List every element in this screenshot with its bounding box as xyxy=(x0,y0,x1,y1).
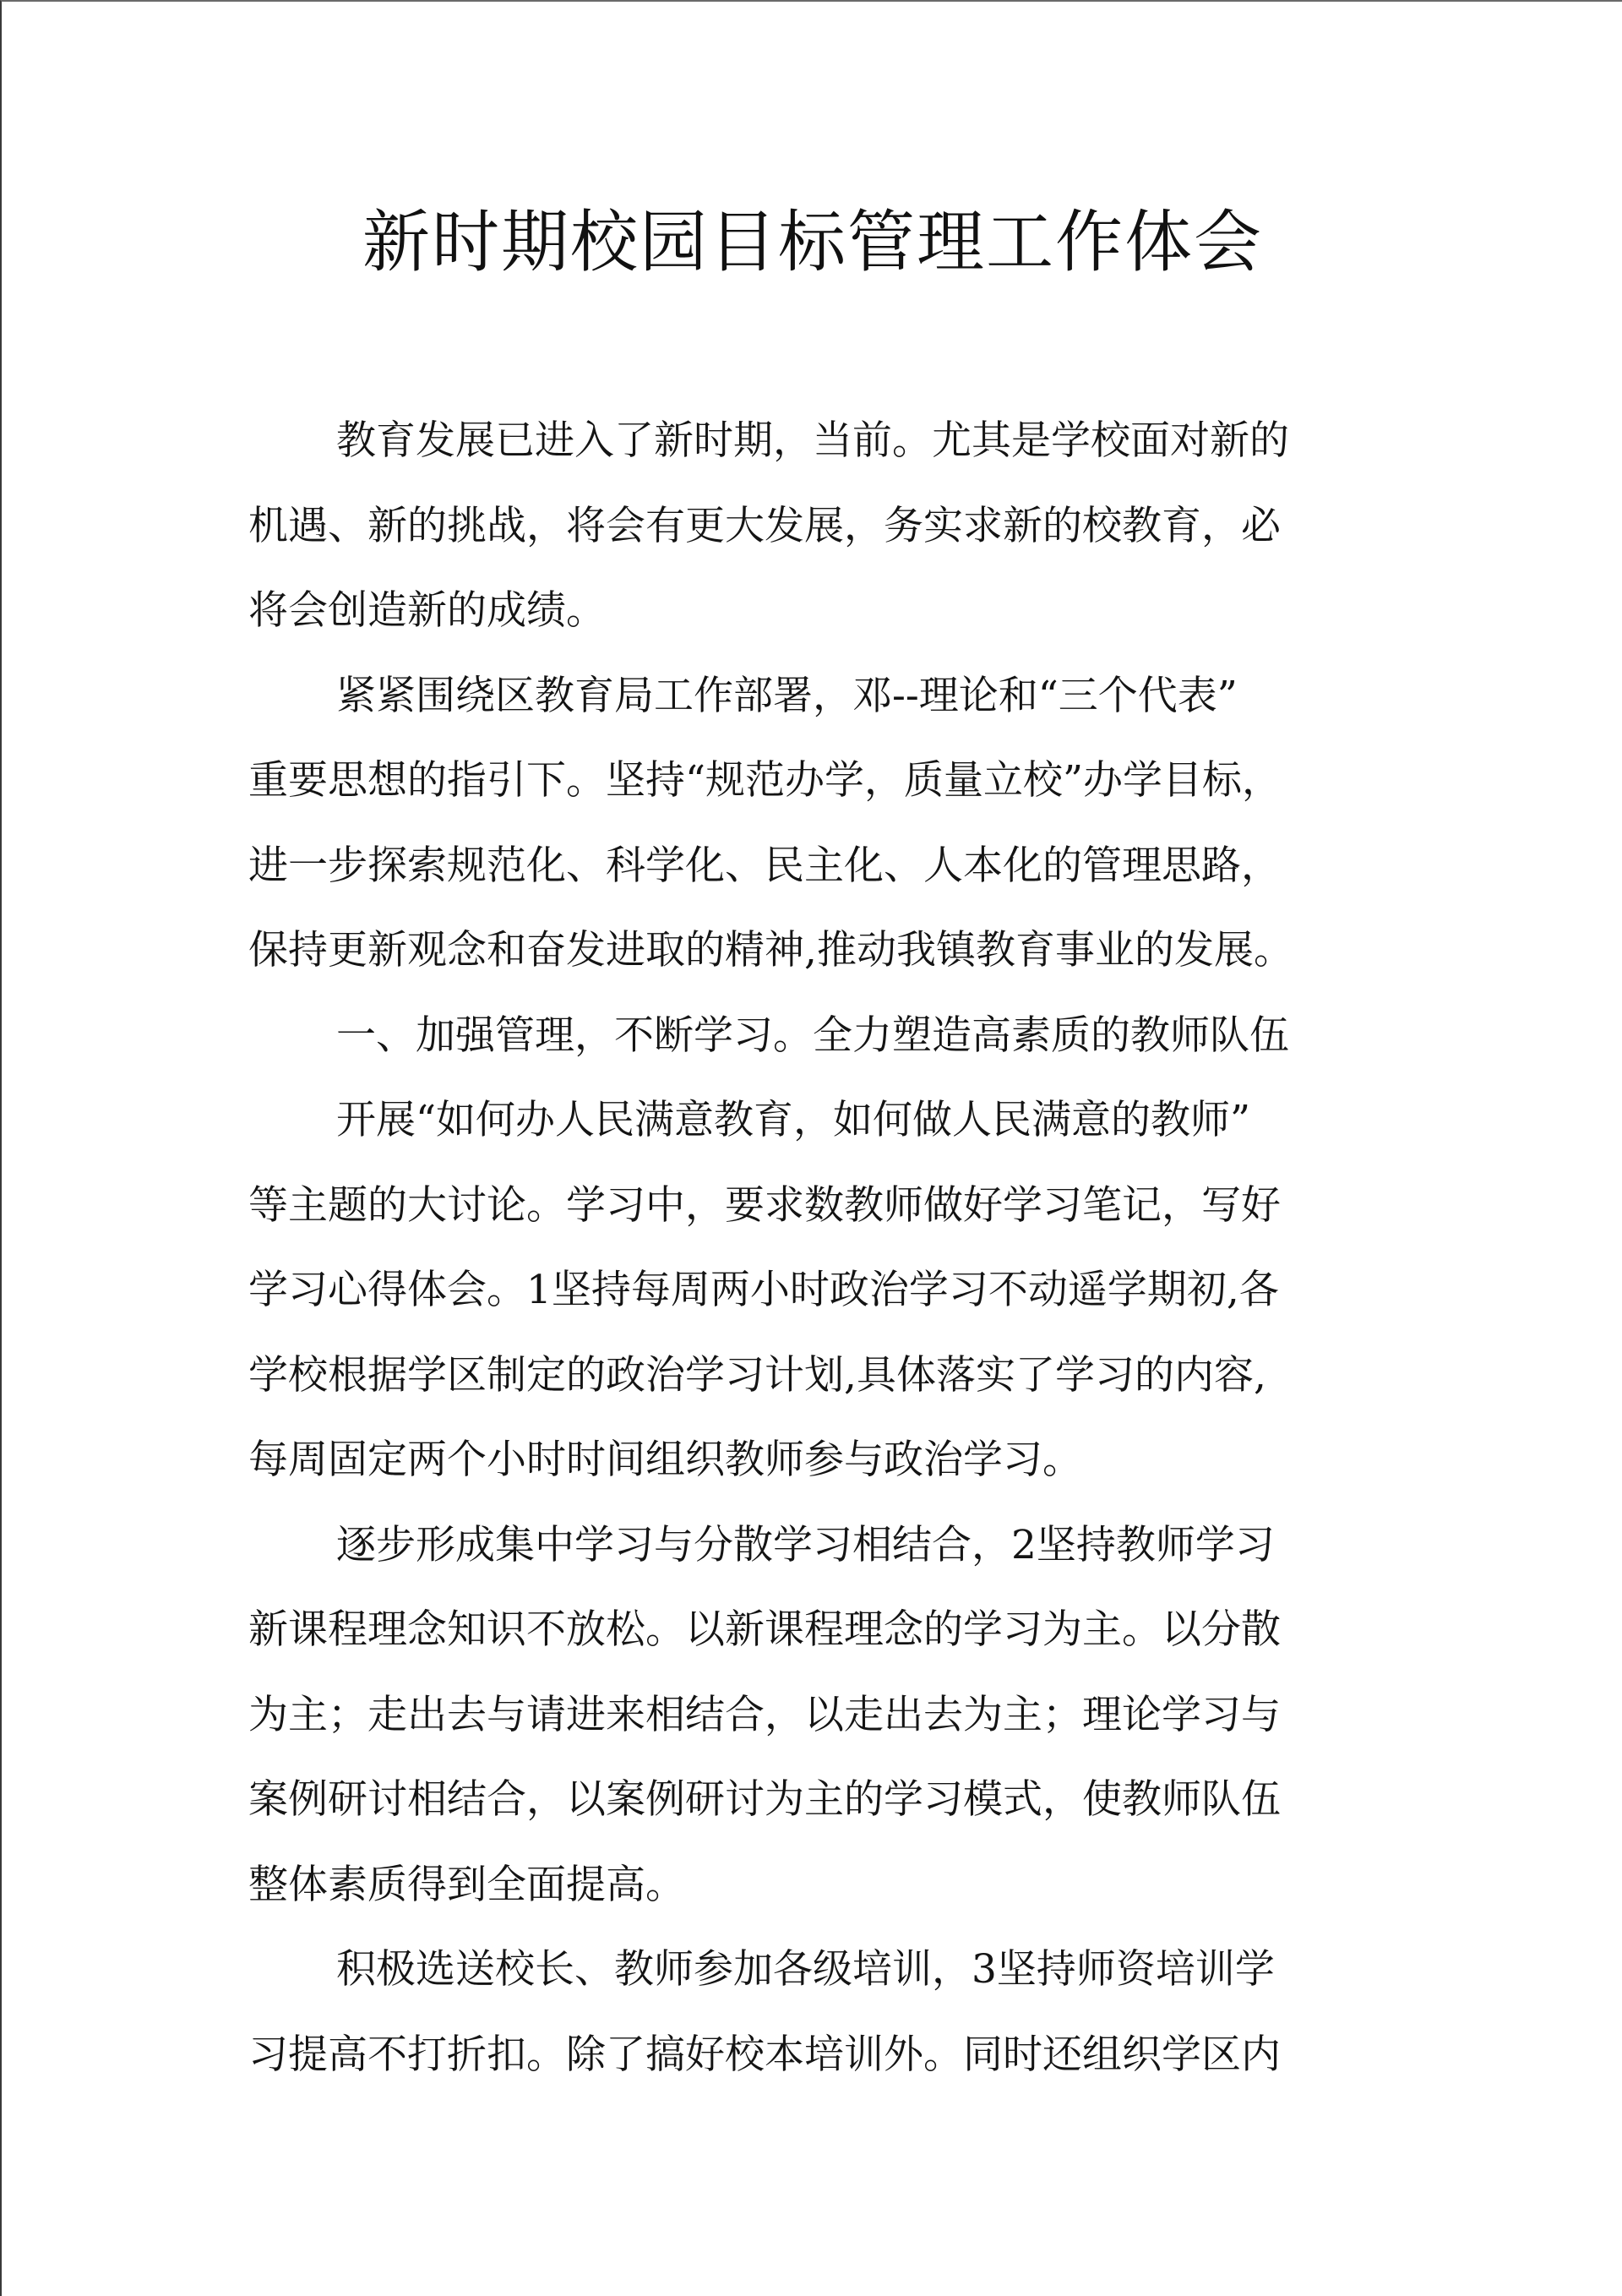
document-title: 新时期校园目标管理工作体会 xyxy=(362,203,1263,281)
body-text-line: 学校根据学区制定的政治学习计划,具体落实了学习的内容, xyxy=(248,1351,1266,1399)
body-text-line: 紧紧围绕区教育局工作部署，邓--理论和“三个代表” xyxy=(336,672,1238,719)
body-text-line: 新课程理念知识不放松。以新课程理念的学习为主。以分散 xyxy=(248,1606,1281,1653)
body-text-line: 一、加强管理，不断学习。全力塑造高素质的教师队伍 xyxy=(336,1012,1289,1059)
document-body xyxy=(248,399,1379,2097)
body-text-line: 积极选送校长、教师参加各级培训，3坚持师资培训学 xyxy=(336,1946,1275,1993)
body-text-line: 教育发展已进入了新时期，当前。尤其是学校面对新的 xyxy=(336,417,1289,464)
body-text-line: 开展“如何办人民满意教育，如何做人民满意的教师” xyxy=(336,1097,1251,1143)
body-text-line: 为主；走出去与请进来相结合，以走出去为主；理论学习与 xyxy=(248,1691,1281,1738)
body-text-line: 将会创造新的成绩。 xyxy=(248,587,606,634)
body-text-line: 学习心得体会。1坚持每周两小时政治学习不动遥学期初,各 xyxy=(248,1267,1279,1313)
body-text-line: 案例研讨相结合，以案例研讨为主的学习模式，使教师队伍 xyxy=(248,1776,1281,1823)
body-text-line: 逐步形成集中学习与分散学习相结合，2坚持教师学习 xyxy=(336,1521,1275,1568)
body-text-line: 等主题的大讨论。学习中，要求数教师做好学习笔记，写好 xyxy=(248,1181,1281,1229)
body-text-line: 保持更新观念和奋发进取的精神,推动我镇教育事业的发展。 xyxy=(248,927,1293,973)
body-text-line: 机遇、新的挑战，将会有更大发展，务实求新的校教育，必 xyxy=(248,502,1281,549)
body-text-line: 进一步探索规范化、科学化、民主化、人本化的管理思路， xyxy=(248,842,1281,889)
body-text-line: 整体素质得到全面提高。 xyxy=(248,1861,685,1908)
body-text-line: 每周固定两个小时时间组织教师参与政治学习。 xyxy=(248,1437,1082,1483)
body-text-line: 重要思想的指引下。坚持“规范办学，质量立校”办学目标， xyxy=(248,757,1282,804)
body-text-line: 习提高不打折扣。除了搞好校本培训外。同时还组织学区内 xyxy=(248,2031,1281,2078)
